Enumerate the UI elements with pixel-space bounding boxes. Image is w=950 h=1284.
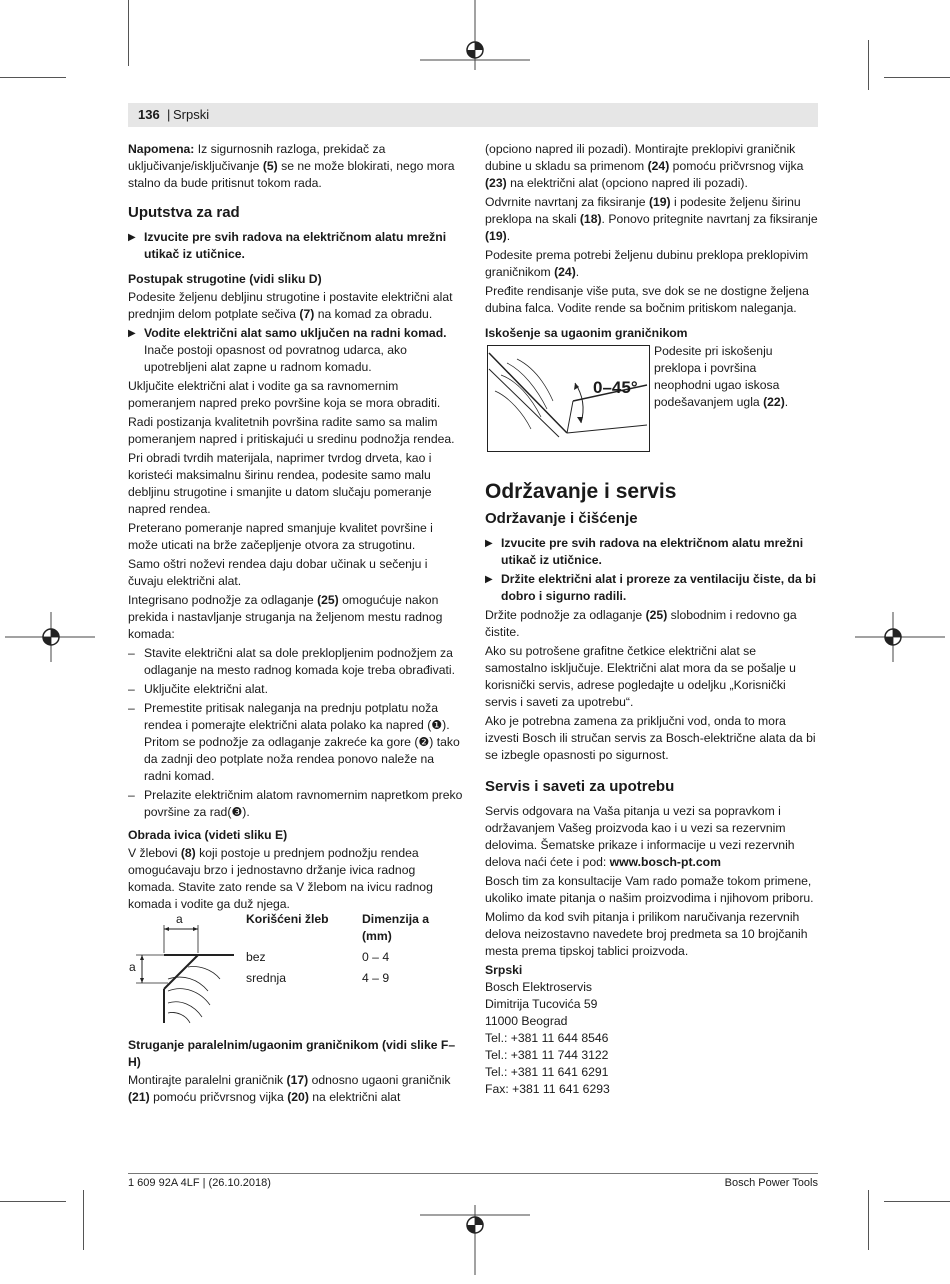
heading-odrzavanje-servis: Održavanje i servis (485, 480, 677, 503)
groove-figure-block (128, 912, 463, 1029)
paragraph: (opciono napred ili pozadi). Montirajte preklopivi graničnik dubine u skladu sa primenom (24) pomoću pričvrsnog vijka (23) na električni alat (opciono napred ili pozadi). (485, 142, 804, 190)
country-label: Srpski (485, 963, 523, 977)
paragraph: V žlebovi (8) koji postoje u prednjem podnožju rendea omogućavaju brzo i jednostavno držanje ivica radnog komada. Stavite zato rende sa V žlebom na ivicu radnog komada i vodite ga duž njega. (128, 846, 433, 911)
paragraph: Pređite rendisanje više puta, sve dok se ne dostigne željena dubina falca. Vodite rende sa bočnim pritiskom naleganja. (485, 284, 809, 315)
bevel-diagram (487, 345, 651, 453)
table-row: srednja 4 – 9 (246, 971, 390, 985)
heading-obrada: Obrada ivica (videti sliku E) (128, 828, 288, 842)
page-number: 136 (138, 107, 160, 122)
warning-arrow-icon: ▶ (128, 328, 136, 339)
paragraph: Servis odgovara na Vaša pitanja u vezi sa popravkom i održavanjem Vašeg proizvoda kao i u vezi sa rezervnim delovima. Šematske prikaze i informacije u vezi rezervnih delova naći ćete i pod: www.bosch-pt.com (485, 804, 795, 869)
registration-mark-top (420, 0, 530, 70)
paragraph: Bosch tim za konsultacije Vam rado pomaže tokom primene, ukoliko imate pitanja o našim proizvodima i njihovom priboru. (485, 874, 814, 905)
figure-label-a-side: a (129, 960, 136, 974)
warning-item: ▶ Izvucite pre svih radova na električnom alatu mrežni utikač iz utičnice. (485, 536, 804, 567)
warning-item: ▶ Izvucite pre svih radova na električnom alatu mrežni utikač iz utičnice. (128, 230, 447, 261)
registration-mark-right (855, 612, 945, 662)
warning-item: ▶ Držite električni alat i proreze za ventilaciju čiste, da bi dobro i sigurno radili. (485, 572, 816, 603)
paragraph: Podesite prema potrebi željenu dubinu preklopa preklopivim graničnikom (24). (485, 248, 809, 279)
heading-iskosenje: Iskošenje sa ugaonim graničnikom (485, 326, 688, 340)
paragraph: Montirajte paralelni graničnik (17) odnosno ugaoni graničnik (21) pomoću pričvrsnog vijka (20) na električni alat (128, 1073, 451, 1104)
header-section: Srpski (173, 107, 210, 122)
footer-brand: Bosch Power Tools (724, 1177, 818, 1189)
paragraph: Preterano pomeranje napred smanjuje kvalitet površine i može uticati na brže začepljenje otvora za strugotinu. (128, 521, 433, 552)
bevel-text: Podesite pri iskošenju preklopa i površina neophodni ugao iskosa podešavanjem ugla (22). (654, 344, 789, 409)
header-separator: | (167, 107, 171, 122)
service-address: Bosch Elektroservis Dimitrija Tucovića 59 11000 Beograd Tel.: +381 11 644 8546 Tel.: +381 11 744 3122 Tel.: +381 11 641 6291 Fax: +381 11 641 6293 (485, 980, 610, 1096)
list-item: – Prelazite električnim alatom ravnomernim napretkom preko površine za rad(❸). (128, 788, 463, 819)
list-item: – Uključite električni alat. (128, 682, 268, 696)
footer-doc-id: 1 609 92A 4LF | (26.10.2018) (128, 1177, 271, 1189)
warning-item: ▶ Vodite električni alat samo uključen na radni komad. Inače postoji opasnost od povratnog udarca, ako upotrebljeni alat zapne u radnom komadu. (128, 326, 447, 374)
figure-label-a-top: a (176, 912, 183, 926)
table-row: bez 0 – 4 (246, 950, 390, 964)
right-column (485, 141, 818, 1098)
table-header: Korišćeni žleb (246, 912, 329, 926)
paragraph: Pri obradi tvrdih materijala, naprimer tvrdog drveta, kao i koristeći maksimalnu širinu rendea, podesite samo malu debljinu strugotine i smanjite u datom slučaju pomeranje napred rendea. (128, 451, 432, 516)
paragraph: Podesite željenu debljinu strugotine i postavite električni alat prednjim delom potplate sečiva (7) na komad za obradu. (128, 290, 453, 321)
groove-diagram (128, 919, 240, 1025)
paragraph: Odvrnite navrtanj za fiksiranje (19) i podesite željenu širinu preklopa na skali (18). Ponovo pritegnite navrtanj za fiksiranje (19). (485, 195, 818, 243)
paragraph: Integrisano podnožje za odlaganje (25) omogućuje nakon prekida i nastavljanje struganja na željenom mestu radnog komada: (128, 593, 443, 641)
paragraph: Uključite električni alat i vodite ga sa ravnomernim pomeranjem napred preko površine koja se mora obraditi. (128, 379, 441, 410)
bevel-figure-block (485, 345, 818, 457)
paragraph: Samo oštri noževi rendea daju dobar učinak u sečenju i čuvaju električni alat. (128, 557, 428, 588)
warning-arrow-icon: ▶ (485, 538, 493, 549)
page-header (128, 103, 818, 127)
service-url[interactable]: www.bosch-pt.com (609, 855, 721, 869)
list-item: – Premestite pritisak naleganja na prednju potplatu noža rendea i pomerajte električni alata polako ka napred (❶). Pritom se podnožje za odlaganje zakreće ka gore (❷) tako da zadnji deo potplate noža rendea ponovo naleže na radni komad. (128, 701, 460, 783)
paragraph: Radi postizanja kvalitetnih površina radite samo sa malim pomeranjem napred i pritiskajući u sredinu podnožja rendea. (128, 415, 455, 446)
heading-postupak: Postupak strugotine (vidi sliku D) (128, 272, 322, 286)
heading-struganje: Struganje paralelnim/ugaonim graničnikom (vidi slike F–H) (128, 1038, 456, 1069)
heading-servis: Servis i saveti za upotrebu (485, 778, 675, 795)
footer-rule (128, 1173, 818, 1174)
registration-mark-bottom (420, 1205, 530, 1275)
paragraph: Ako je potrebna zamena za priključni vod, onda to mora izvesti Bosch ili stručan servis za Bosch-električne alata da bi se izbegle opasnosti po sigurnost. (485, 714, 816, 762)
paragraph: Držite podnožje za odlaganje (25) slobodnim i redovno ga čistite. (485, 608, 797, 639)
heading-ciscenje: Održavanje i čišćenje (485, 510, 638, 527)
paragraph: Molimo da kod svih pitanja i prilikom naručivanja rezervnih delova neizostavno navedete broj predmeta sa 10 brojčanih mesta prema tipskoj tablici proizvoda. (485, 910, 808, 958)
paragraph: Ako su potrošene grafitne četkice električni alat se samostalno isključuje. Električni alat mora da se pošalje u korisnički servis, adrese pogledajte u odeljku „Korisnički servis i saveti za upotrebu“. (485, 644, 796, 709)
warning-arrow-icon: ▶ (128, 232, 136, 243)
angle-label: 0–45° (593, 378, 638, 397)
table-header: Dimenzija a (mm) (362, 912, 430, 943)
note-paragraph: Napomena: Iz sigurnosnih razloga, prekidač za uključivanje/isključivanje (5) se ne može blokirati, nego mora stalno da bude pritisnut tokom rada. (128, 142, 455, 190)
heading-uputstva: Uputstva za rad (128, 204, 240, 221)
registration-mark-left (5, 612, 95, 662)
list-item: – Stavite električni alat sa dole preklopljenim podnožjem za odlaganje na mesto radnog komada koje treba obrađivati. (128, 646, 455, 677)
groove-table (246, 911, 452, 991)
left-column (128, 141, 463, 1108)
warning-arrow-icon: ▶ (485, 574, 493, 585)
